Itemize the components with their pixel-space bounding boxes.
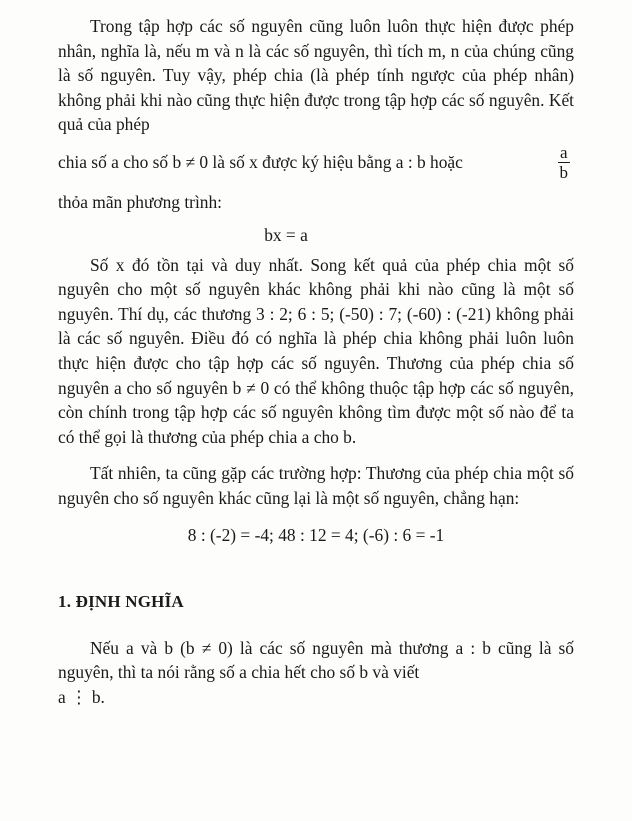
paragraph-definition: [58, 636, 574, 685]
notation-b: b.: [91, 686, 105, 707]
section-heading: 1. ĐỊNH NGHĨA: [58, 591, 184, 611]
fraction-line-text: chia số a cho số b ≠ 0 là số x được ký hiệu bằng a : b hoặc: [58, 152, 463, 173]
fraction-a-over-b: [558, 143, 571, 182]
fraction-line: [58, 143, 574, 182]
examples-equation: 8 : (-2) = -4; 48 : 12 = 4; (-6) : 6 = -1: [187, 524, 445, 545]
paragraph-existence: Số x đó tồn tại và duy nhất. Song kết quả của phép chia một số nguyên cho một số nguyên khác không phải khi nào cũng là một số nguyên. Thí dụ, các thương 3 : 2; 6 : 5; (-50) : 7; (-60) : (-21) không phải là các số nguyên. Điều đó có nghĩa là phép chia không phải luôn luôn thực hiện được cho tập hợp các số nguyên. Thương của phép chia số nguyên a cho số nguyên b ≠ 0 có thể không thuộc tập hợp các số nguyên, còn chính trong tập hợp các số nguyên không tìm được một số nào để ta có thể gọi là thương của phép chia a cho b.: [58, 254, 574, 447]
paragraph-intro: Trong tập hợp các số nguyên cũng luôn luôn thực hiện được phép nhân, nghĩa là, nếu m và n là các số nguyên, thì tích m, n của chúng cũng là số nguyên. Tuy vậy, phép chia (là phép tính ngược của phép nhân) không phải khi nào cũng thực hiện được trong tập hợp các số nguyên. Kết quả của phép: [58, 16, 574, 135]
equation-bx-equals-a: bx = a: [264, 224, 308, 245]
divides-symbol: ⋮: [70, 686, 88, 707]
definition-notation: [58, 685, 574, 710]
paragraph-equation-intro: thỏa mãn phương trình:: [58, 191, 223, 212]
fraction-numerator: a: [559, 142, 568, 162]
definition-text: Nếu a và b (b ≠ 0) là các số nguyên mà thương a : b cũng là số nguyên, thì ta nói rằng số a chia hết cho số b và viết: [58, 637, 574, 683]
notation-a: a: [58, 686, 66, 707]
fraction-denominator: b: [559, 162, 568, 182]
paragraph-cases: Tất nhiên, ta cũng gặp các trường hợp: Thương của phép chia một số nguyên cho số nguyên khác cũng lại là một số nguyên, chẳng hạn:: [58, 463, 574, 508]
